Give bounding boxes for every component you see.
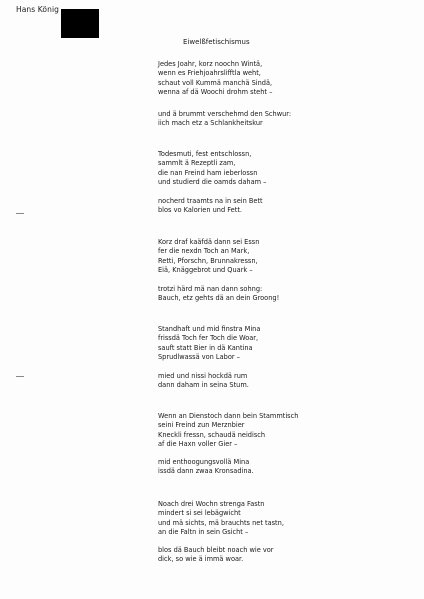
poem-line: mid enthoogungsvollä Mina bbox=[158, 458, 250, 466]
punch-hole-mark-top bbox=[16, 213, 24, 214]
poem-line: blos dä Bauch bleibt noach wie vor bbox=[158, 546, 274, 554]
poem-line: issdä dann zwaa Kronsadina. bbox=[158, 467, 254, 476]
stanza-7 bbox=[158, 325, 260, 363]
stanza-11 bbox=[158, 500, 284, 538]
poem-line: af die Haxn voller Gier – bbox=[158, 440, 238, 449]
poem-line: Eiä, Knäggebrot und Quark – bbox=[158, 266, 253, 275]
poem-line: dann daham in seina Stum. bbox=[158, 381, 249, 390]
poem-line: trotzi härd mä nan dann sohng: bbox=[158, 285, 263, 293]
poem-line: und mä sichts, mä brauchts net tastn, bbox=[158, 518, 284, 527]
poem-line: und studierd die oamds daham – bbox=[158, 178, 267, 187]
poem-line: nocherd traamts na in sein Bett bbox=[158, 197, 263, 205]
poem-line: Bauch, etz gehts dä an dein Groong! bbox=[158, 294, 280, 303]
poem-line: Wenn an Dienstoch dann bein Stammtisch bbox=[158, 412, 299, 420]
stanza-3 bbox=[158, 150, 266, 188]
poem-line: Noach drei Wochn strenga Fastn bbox=[158, 500, 265, 508]
author-name: Hans König bbox=[16, 5, 60, 14]
poem-line: und ä brummt verschehmd den Schwur: bbox=[158, 110, 292, 118]
poem-line: Jedes Joahr, korz noochn Wintä, bbox=[158, 60, 263, 68]
poem-line: seini Freind zun Merznbier bbox=[158, 421, 245, 430]
poem-line: sammlt ä Rezeptli zam, bbox=[158, 159, 236, 168]
poem-line: Sprudlwassä von Labor – bbox=[158, 353, 240, 362]
poem-line: fer die nexdn Toch an Mark, bbox=[158, 247, 250, 256]
poem-line: Todesmuti, fest entschlossn, bbox=[158, 150, 252, 158]
poem-line: mindert si sei lebägwicht bbox=[158, 509, 241, 518]
redaction-block bbox=[61, 9, 99, 38]
poem-line: frissdä Toch fer Toch die Woar, bbox=[158, 334, 259, 343]
stanza-1 bbox=[158, 60, 272, 98]
poem-line: blos vo Kalorien und Fett. bbox=[158, 206, 242, 215]
stanza-2 bbox=[158, 110, 291, 129]
poem-line: Standhaft und mid finstra Mina bbox=[158, 325, 261, 333]
punch-hole-mark-bottom bbox=[16, 376, 24, 377]
poem-line: Retti, Pforschn, Brunnakressn, bbox=[158, 256, 258, 265]
stanza-12 bbox=[158, 546, 274, 565]
stanza-10 bbox=[158, 458, 254, 477]
stanza-9 bbox=[158, 412, 298, 450]
poem-line: mied und nissi hockdä rum bbox=[158, 372, 248, 380]
poem-line: wenna af dä Woochi drohm steht – bbox=[158, 88, 273, 97]
stanza-6 bbox=[158, 285, 279, 304]
stanza-8 bbox=[158, 372, 249, 391]
poem-line: Korz draf kaäfdä dann sei Essn bbox=[158, 238, 260, 246]
poem-line: an die Faltn in sein Gsicht – bbox=[158, 528, 249, 537]
poem-line: wenn es Friehjoahrslifftla weht, bbox=[158, 69, 261, 78]
poem-title: Eiwelßfetischismus bbox=[183, 38, 250, 46]
poem-line: sauft statt Bier in dä Kantina bbox=[158, 343, 253, 352]
stanza-5 bbox=[158, 238, 259, 276]
poem-line: Kneckli fressn, schaudä neidisch bbox=[158, 430, 266, 439]
stanza-4 bbox=[158, 197, 263, 216]
poem-line: iich mach etz a Schlankheitskur bbox=[158, 119, 263, 128]
poem-line: schaut voll Kummä manchä Sindä, bbox=[158, 78, 273, 87]
poem-line: die nan Freind ham ieberlossn bbox=[158, 168, 258, 177]
poem-line: dick, so wie ä immä woar. bbox=[158, 555, 244, 564]
